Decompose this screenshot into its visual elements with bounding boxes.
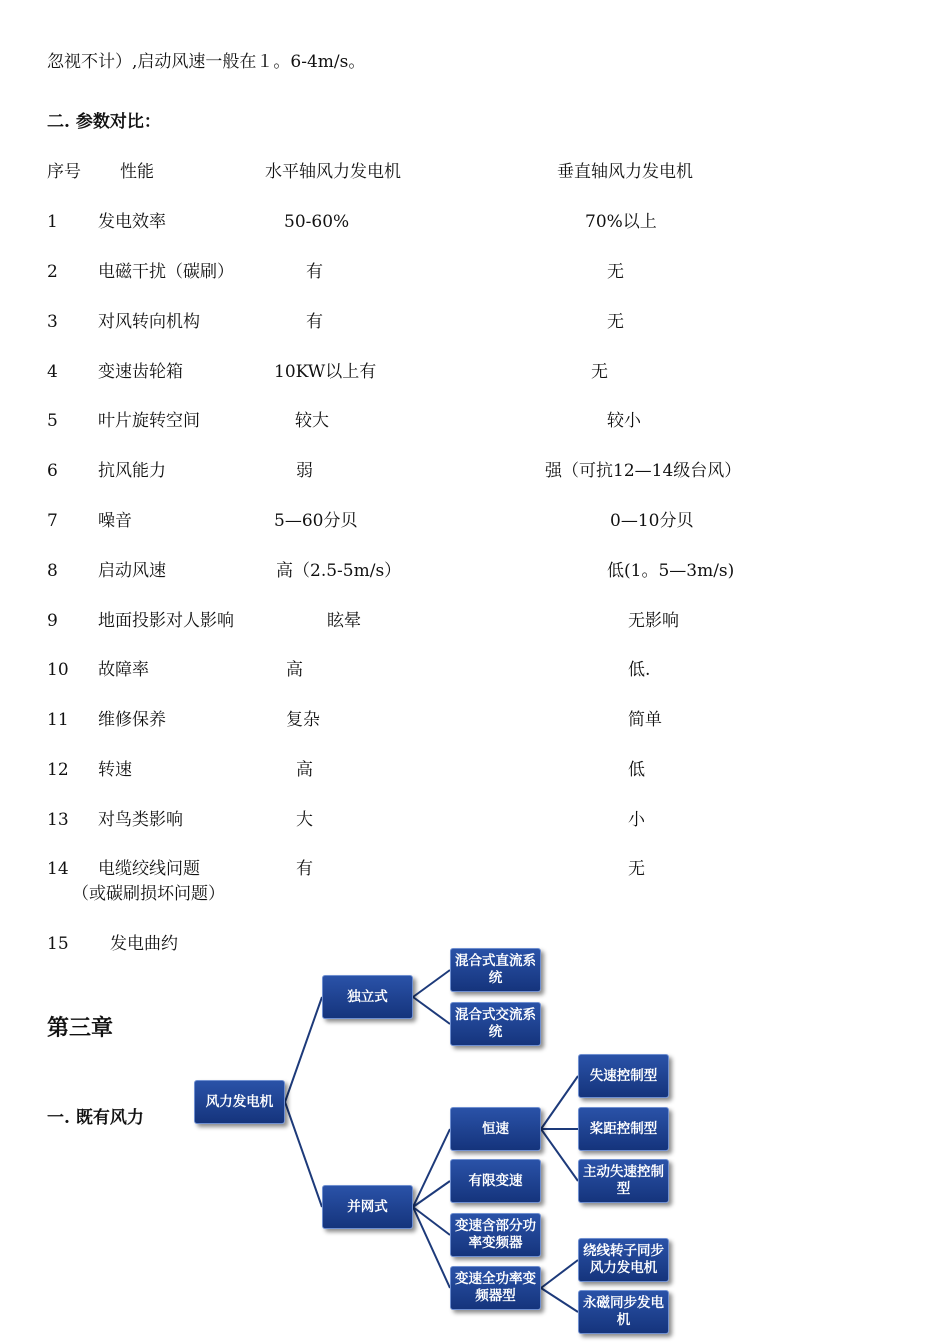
row-vertical: 强（可抗12—14级台风） [545,461,742,481]
row-index: 4 [47,362,58,382]
row-horizontal: 较大 [295,411,329,431]
row-vertical: 无 [607,312,624,332]
node-hybrid-ac: 混合式交流系统 [450,1002,541,1046]
node-permanent-magnet-sync: 永磁同步发电机 [578,1290,669,1334]
node-wind-turbine: 风力发电机 [194,1080,285,1124]
node-pitch-control: 桨距控制型 [578,1107,669,1151]
row-horizontal: 眩晕 [327,611,361,631]
row-index: 15 [47,934,69,954]
row-horizontal: 10KW以上有 [274,362,377,382]
row-index: 9 [47,611,58,631]
row-horizontal: 大 [296,810,313,830]
row-horizontal: 有 [296,859,313,879]
row-horizontal: 高 [296,760,313,780]
row-horizontal: 高（2.5-5m/s） [276,561,402,581]
row-performance: 抗风能力 [98,461,166,481]
row-performance: 叶片旋转空间 [98,411,200,431]
row-horizontal: 50-60% [284,212,350,232]
row-index: 5 [47,411,58,431]
row-index: 10 [47,660,69,680]
row-vertical: 无影响 [628,611,679,631]
row-horizontal: 复杂 [286,710,320,730]
row-performance: 发电曲约 [110,934,178,954]
row-index: 8 [47,561,58,581]
row-index: 3 [47,312,58,332]
row-performance: 电缆绞线问题 [98,859,200,879]
row-horizontal: 有 [306,262,323,282]
row-vertical: 简单 [628,710,662,730]
row-performance: 电磁干扰（碳刷） [98,262,234,282]
header-index: 序号 [47,162,81,182]
node-hybrid-dc: 混合式直流系统 [450,948,541,992]
section-1-title: 一. 既有风力 [47,1108,144,1128]
row-vertical: 低. [628,660,651,680]
row-performance: 噪音 [98,511,132,531]
row-index: 14 [47,859,69,879]
row-index: 2 [47,262,58,282]
node-constant-speed: 恒速 [450,1107,541,1151]
row-performance: 地面投影对人影响 [98,611,234,631]
row-index: 7 [47,511,58,531]
node-full-converter: 变速全功率变频器型 [450,1266,541,1310]
row-performance-continued: （或碳刷损坏问题） [72,884,225,904]
row-vertical: 0—10分贝 [610,511,694,531]
row-index: 12 [47,760,69,780]
row-performance: 故障率 [98,660,149,680]
row-index: 13 [47,810,69,830]
node-standalone: 独立式 [322,975,413,1019]
row-performance: 变速齿轮箱 [98,362,183,382]
intro-line: 忽视不计）,启动风速一般在１。6-4m/s。 [47,52,366,72]
row-vertical: 低(1。5—3m/s) [607,561,735,581]
row-index: 11 [47,710,69,730]
row-index: 1 [47,212,58,232]
row-performance: 维修保养 [98,710,166,730]
row-vertical: 较小 [607,411,641,431]
row-index: 6 [47,461,58,481]
chapter-3-title: 第三章 [47,1015,114,1041]
row-horizontal: 有 [306,312,323,332]
node-wound-rotor-sync: 绕线转子同步风力发电机 [578,1238,669,1282]
row-performance: 对鸟类影响 [98,810,183,830]
header-performance: 性能 [120,162,154,182]
row-performance: 对风转向机构 [98,312,200,332]
node-limited-variable-speed: 有限变速 [450,1159,541,1203]
section-2-title: 二. 参数对比： [47,112,161,132]
node-active-stall-control: 主动失速控制型 [578,1159,669,1203]
row-vertical: 无 [628,859,645,879]
row-vertical: 无 [607,262,624,282]
row-performance: 转速 [98,760,132,780]
header-horizontal: 水平轴风力发电机 [265,162,401,182]
row-vertical: 70%以上 [585,212,657,232]
row-vertical: 低 [628,760,645,780]
row-performance: 发电效率 [98,212,166,232]
row-vertical: 无 [591,362,608,382]
row-vertical: 小 [628,810,645,830]
node-grid-connected: 并网式 [322,1185,413,1229]
row-horizontal: 5—60分贝 [274,511,358,531]
row-performance: 启动风速 [98,561,166,581]
node-stall-control: 失速控制型 [578,1054,669,1098]
node-partial-converter: 变速含部分功率变频器 [450,1213,541,1257]
row-horizontal: 高 [286,660,303,680]
row-horizontal: 弱 [296,461,313,481]
header-vertical: 垂直轴风力发电机 [557,162,693,182]
